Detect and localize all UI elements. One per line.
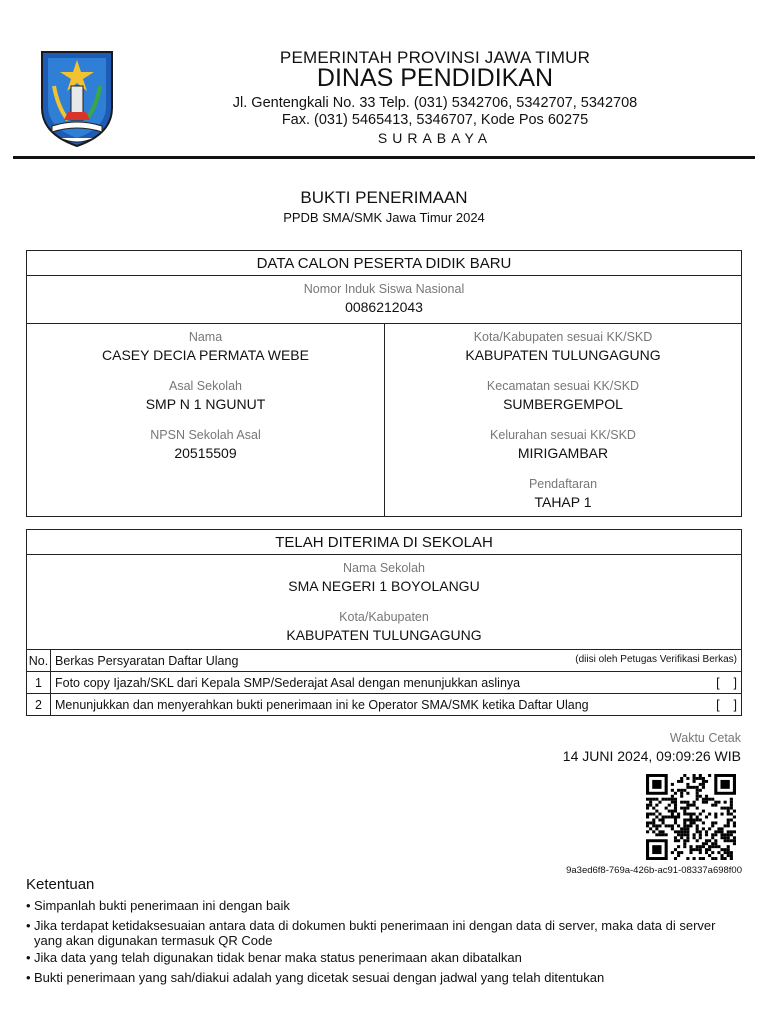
asal-sekolah-value: SMP N 1 NGUNUT bbox=[145, 396, 266, 412]
waktu-cetak-value: 14 JUNI 2024, 09:09:26 WIB bbox=[562, 748, 741, 764]
row-text-cell bbox=[51, 672, 742, 694]
nama-label: Nama bbox=[188, 330, 223, 344]
kelurahan-value: MIRIGAMBAR bbox=[517, 445, 609, 461]
east-java-coat-of-arms-logo bbox=[38, 46, 116, 150]
document-title: BUKTI PENERIMAAN bbox=[300, 188, 468, 207]
row-text: Foto copy Ijazah/SKL dari Kepala SMP/Sederajat Asal dengan menunjukkan aslinya bbox=[55, 675, 521, 690]
npsn-value: 20515509 bbox=[174, 445, 237, 461]
nama-sekolah-value: SMA NEGERI 1 BOYOLANGU bbox=[288, 578, 480, 594]
verification-checkbox: [ ] bbox=[716, 697, 737, 712]
row-text-cell bbox=[51, 694, 742, 716]
berkas-note: (diisi oleh Petugas Verifikasi Berkas) bbox=[575, 653, 737, 665]
asal-sekolah-label: Asal Sekolah bbox=[169, 379, 242, 393]
kecamatan-value: SUMBERGEMPOL bbox=[503, 396, 623, 412]
table-row bbox=[27, 694, 742, 716]
ketentuan-item: • Jika terdapat ketidaksesuaian antara data di dokumen bukti penerimaan ini dengan data di server, maka data di server yang akan digunakan termasuk QR Code bbox=[26, 918, 716, 948]
kecamatan-label: Kecamatan sesuai KK/SKD bbox=[486, 379, 640, 393]
verification-checkbox: [ ] bbox=[716, 675, 737, 690]
row-number: 1 bbox=[27, 672, 51, 694]
berkas-title: Berkas Persyaratan Daftar Ulang bbox=[55, 653, 239, 668]
ketentuan-item: • Simpanlah bukti penerimaan ini dengan baik bbox=[26, 898, 290, 913]
col-no-header: No. bbox=[27, 650, 51, 672]
row-number: 2 bbox=[27, 694, 51, 716]
pendaftaran-value: TAHAP 1 bbox=[534, 494, 592, 510]
letterhead-government: PEMERINTAH PROVINSI JAWA TIMUR bbox=[279, 48, 591, 67]
nama-sekolah-label: Nama Sekolah bbox=[343, 561, 425, 575]
calon-section bbox=[26, 250, 742, 517]
document-subtitle: PPDB SMA/SMK Jawa Timur 2024 bbox=[283, 210, 485, 225]
ketentuan-heading: Ketentuan bbox=[26, 876, 95, 893]
kota-sekolah-value: KABUPATEN TULUNGAGUNG bbox=[286, 627, 482, 643]
qr-uuid: 9a3ed6f8-769a-426b-ac91-08337a698f00 bbox=[566, 865, 742, 876]
nisn-value: 0086212043 bbox=[345, 299, 423, 315]
letterhead-divider bbox=[13, 156, 755, 159]
diterima-section bbox=[26, 529, 742, 650]
col-berkas-header bbox=[51, 650, 742, 672]
kelurahan-label: Kelurahan sesuai KK/SKD bbox=[490, 428, 636, 442]
letterhead-city: SURABAYA bbox=[377, 130, 493, 146]
kota-kk-value: KABUPATEN TULUNGAGUNG bbox=[465, 347, 661, 363]
letterhead-address: Jl. Gentengkali No. 33 Telp. (031) 5342706, 5342707, 5342708 bbox=[232, 95, 638, 111]
nisn-label: Nomor Induk Siswa Nasional bbox=[303, 282, 465, 296]
qr-code bbox=[646, 774, 736, 860]
npsn-label: NPSN Sekolah Asal bbox=[150, 428, 261, 442]
kota-sekolah-label: Kota/Kabupaten bbox=[339, 610, 429, 624]
diterima-heading-divider bbox=[27, 554, 741, 555]
row-text: Menunjukkan dan menyerahkan bukti penerimaan ini ke Operator SMA/SMK ketika Daftar Ulang bbox=[55, 697, 589, 712]
letterhead-fax: Fax. (031) 5465413, 5346707, Kode Pos 60275 bbox=[281, 112, 589, 128]
calon-heading-divider bbox=[27, 275, 741, 276]
letterhead-agency: DINAS PENDIDIKAN bbox=[316, 64, 554, 92]
ketentuan-item: • Bukti penerimaan yang sah/diakui adalah yang dicetak sesuai dengan jadwal yang telah ditentukan bbox=[26, 970, 605, 985]
table-header-row bbox=[27, 650, 742, 672]
bullet-icon: • bbox=[26, 950, 31, 965]
ketentuan-item: • Jika data yang telah digunakan tidak benar maka status penerimaan akan dibatalkan bbox=[26, 950, 522, 965]
nama-value: CASEY DECIA PERMATA WEBE bbox=[102, 347, 309, 363]
waktu-cetak-label: Waktu Cetak bbox=[669, 731, 741, 745]
bullet-icon: • bbox=[26, 918, 31, 933]
diterima-heading: TELAH DITERIMA DI SEKOLAH bbox=[275, 534, 493, 551]
bullet-icon: • bbox=[26, 970, 31, 985]
pendaftaran-label: Pendaftaran bbox=[528, 477, 598, 491]
berkas-table bbox=[26, 649, 742, 716]
bullet-icon: • bbox=[26, 898, 31, 913]
kota-kk-label: Kota/Kabupaten sesuai KK/SKD bbox=[473, 330, 653, 344]
calon-heading: DATA CALON PESERTA DIDIK BARU bbox=[256, 255, 512, 272]
table-row bbox=[27, 672, 742, 694]
